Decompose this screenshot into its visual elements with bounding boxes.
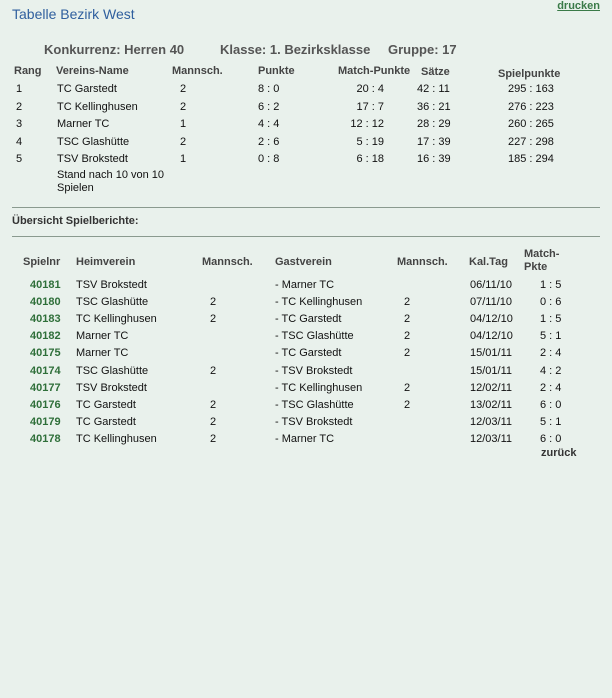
gast-cell: - TSV Brokstedt <box>275 364 353 377</box>
punkte-cell: 6 : 2 <box>258 100 280 113</box>
match-cell: 20 : 4 <box>356 83 384 95</box>
matchpkte-cell: 0 : 6 <box>540 296 562 309</box>
matchpkte-cell: 1 : 5 <box>540 279 562 291</box>
matchpkte-cell: 5 : 1 <box>540 330 562 343</box>
mannsch-cell: 2 <box>180 83 187 95</box>
col-heim: Heimverein <box>76 256 136 268</box>
match-cell: 5 : 19 <box>356 135 384 148</box>
gast-cell: - TC Garstedt <box>275 313 342 326</box>
kaltag-cell: 12/02/11 <box>470 381 513 394</box>
heim-cell: TSV Brokstedt <box>76 279 147 291</box>
spielnr-link[interactable]: 40175 <box>30 347 61 360</box>
spiel-cell: 276 : 223 <box>508 100 554 113</box>
gast-cell: - TC Kellinghusen <box>275 381 363 394</box>
col-rang: Rang <box>14 65 42 77</box>
col-punkte: Punkte <box>258 65 295 77</box>
page-title: Tabelle Bezirk West <box>12 6 135 22</box>
saetze-cell: 28 : 29 <box>417 118 451 131</box>
stand-note: Stand nach 10 von 10 Spielen <box>57 169 165 194</box>
mannsch-heim-cell: 2 <box>210 313 217 326</box>
heim-cell: TC Kellinghusen <box>76 313 157 326</box>
verein-cell: TC Garstedt <box>57 83 117 95</box>
saetze-cell: 36 : 21 <box>417 100 451 113</box>
col-matchpkte: Match-Pkte <box>524 248 560 273</box>
kaltag-cell: 15/01/11 <box>470 347 513 360</box>
heim-cell: TC Garstedt <box>76 398 136 411</box>
col-mannsch: Mannsch. <box>172 65 223 77</box>
saetze-cell: 16 : 39 <box>417 153 451 166</box>
verein-cell: TSV Brokstedt <box>57 153 128 166</box>
mannsch-cell: 1 <box>180 153 187 166</box>
kaltag-cell: 13/02/11 <box>470 398 513 411</box>
spiel-cell: 295 : 163 <box>508 83 554 95</box>
col-mannsch-heim: Mannsch. <box>202 256 253 268</box>
mannsch-gast-cell: 2 <box>404 296 411 309</box>
matchpkte-cell: 4 : 2 <box>540 364 562 377</box>
matchpkte-cell: 1 : 5 <box>540 313 562 326</box>
gast-cell: - TC Kellinghusen <box>275 296 363 309</box>
kaltag-cell: 04/12/10 <box>470 313 513 326</box>
spiel-cell: 260 : 265 <box>508 118 554 131</box>
matchpkte-cell: 2 : 4 <box>540 347 562 360</box>
col-match: Match-Punkte <box>338 65 411 77</box>
back-link[interactable]: zurück <box>541 447 577 459</box>
kaltag-cell: 12/03/11 <box>470 432 513 445</box>
matchpkte-cell: 6 : 0 <box>540 432 562 445</box>
punkte-cell: 2 : 6 <box>258 135 280 148</box>
print-link[interactable]: drucken <box>557 0 600 12</box>
gast-cell: - Marner TC <box>275 432 335 445</box>
kaltag-cell: 15/01/11 <box>470 364 513 377</box>
col-spielnr: Spielnr <box>23 256 61 268</box>
verein-cell: Marner TC <box>57 118 110 131</box>
spielnr-link[interactable]: 40180 <box>30 296 61 309</box>
gast-cell: - TSC Glashütte <box>275 330 354 343</box>
punkte-cell: 0 : 8 <box>258 153 280 166</box>
heim-cell: TC Garstedt <box>76 415 136 428</box>
rang-cell: 5 <box>16 153 23 166</box>
spielnr-link[interactable]: 40181 <box>30 279 61 291</box>
match-cell: 12 : 12 <box>350 118 384 131</box>
mannsch-gast-cell: 2 <box>404 313 411 326</box>
match-cell: 17 : 7 <box>356 100 384 113</box>
kaltag-cell: 12/03/11 <box>470 415 513 428</box>
mannsch-heim-cell: 2 <box>210 296 217 309</box>
saetze-cell: 17 : 39 <box>417 135 451 148</box>
spielnr-link[interactable]: 40179 <box>30 415 61 428</box>
spiel-cell: 227 : 298 <box>508 135 554 148</box>
rang-cell: 2 <box>16 100 23 113</box>
rang-cell: 1 <box>16 83 23 95</box>
heim-cell: TSC Glashütte <box>76 364 149 377</box>
matchpkte-cell: 2 : 4 <box>540 381 562 394</box>
rang-cell: 4 <box>16 135 23 148</box>
heim-cell: TSC Glashütte <box>76 296 149 309</box>
heim-cell: Marner TC <box>76 330 129 343</box>
mannsch-cell: 2 <box>180 135 187 148</box>
heim-cell: Marner TC <box>76 347 129 360</box>
mannsch-heim-cell: 2 <box>210 432 217 445</box>
mannsch-heim-cell: 2 <box>210 398 217 411</box>
punkte-cell: 8 : 0 <box>258 83 280 95</box>
spielnr-link[interactable]: 40183 <box>30 313 61 326</box>
col-mannsch-gast: Mannsch. <box>397 256 448 268</box>
spielnr-link[interactable]: 40178 <box>30 432 61 445</box>
col-saetze: Sätze <box>421 66 450 78</box>
verein-cell: TSC Glashütte <box>57 135 130 148</box>
mannsch-gast-cell: 2 <box>404 398 411 411</box>
gast-cell: - TSV Brokstedt <box>275 415 353 428</box>
rang-cell: 3 <box>16 118 23 131</box>
col-kaltag: Kal.Tag <box>469 256 508 268</box>
gast-cell: - Marner TC <box>275 279 335 291</box>
mannsch-gast-cell: 2 <box>404 330 411 343</box>
spielnr-link[interactable]: 40182 <box>30 330 61 343</box>
spielnr-link[interactable]: 40176 <box>30 398 61 411</box>
section-title: Übersicht Spielberichte: <box>12 215 139 227</box>
spielnr-link[interactable]: 40177 <box>30 381 61 394</box>
divider <box>12 236 600 237</box>
spielnr-link[interactable]: 40174 <box>30 364 61 377</box>
konkurrenz-label: Konkurrenz: Herren 40 <box>44 42 185 57</box>
kaltag-cell: 04/12/10 <box>470 330 513 343</box>
divider <box>12 207 600 208</box>
mannsch-cell: 1 <box>180 118 187 131</box>
mannsch-heim-cell: 2 <box>210 415 217 428</box>
mannsch-cell: 2 <box>180 100 187 113</box>
verein-cell: TC Kellinghusen <box>57 100 138 113</box>
mannsch-gast-cell: 2 <box>404 381 411 394</box>
mannsch-gast-cell: 2 <box>404 347 411 360</box>
col-spiel: Spielpunkte <box>498 68 561 80</box>
spiel-cell: 185 : 294 <box>508 153 554 166</box>
punkte-cell: 4 : 4 <box>258 118 280 131</box>
matchpkte-cell: 5 : 1 <box>540 415 562 428</box>
match-cell: 6 : 18 <box>356 153 384 166</box>
heim-cell: TC Kellinghusen <box>76 432 157 445</box>
matchpkte-cell: 6 : 0 <box>540 398 562 411</box>
kaltag-cell: 07/11/10 <box>470 296 513 309</box>
gast-cell: - TSC Glashütte <box>275 398 354 411</box>
klasse-label: Klasse: 1. Bezirksklasse <box>220 42 371 57</box>
gast-cell: - TC Garstedt <box>275 347 342 360</box>
gruppe-label: Gruppe: 17 <box>388 42 457 57</box>
col-gast: Gastverein <box>275 256 332 268</box>
heim-cell: TSV Brokstedt <box>76 381 147 394</box>
col-verein: Vereins-Name <box>56 65 129 77</box>
kaltag-cell: 06/11/10 <box>470 279 513 291</box>
mannsch-heim-cell: 2 <box>210 364 217 377</box>
saetze-cell: 42 : 11 <box>417 83 450 95</box>
